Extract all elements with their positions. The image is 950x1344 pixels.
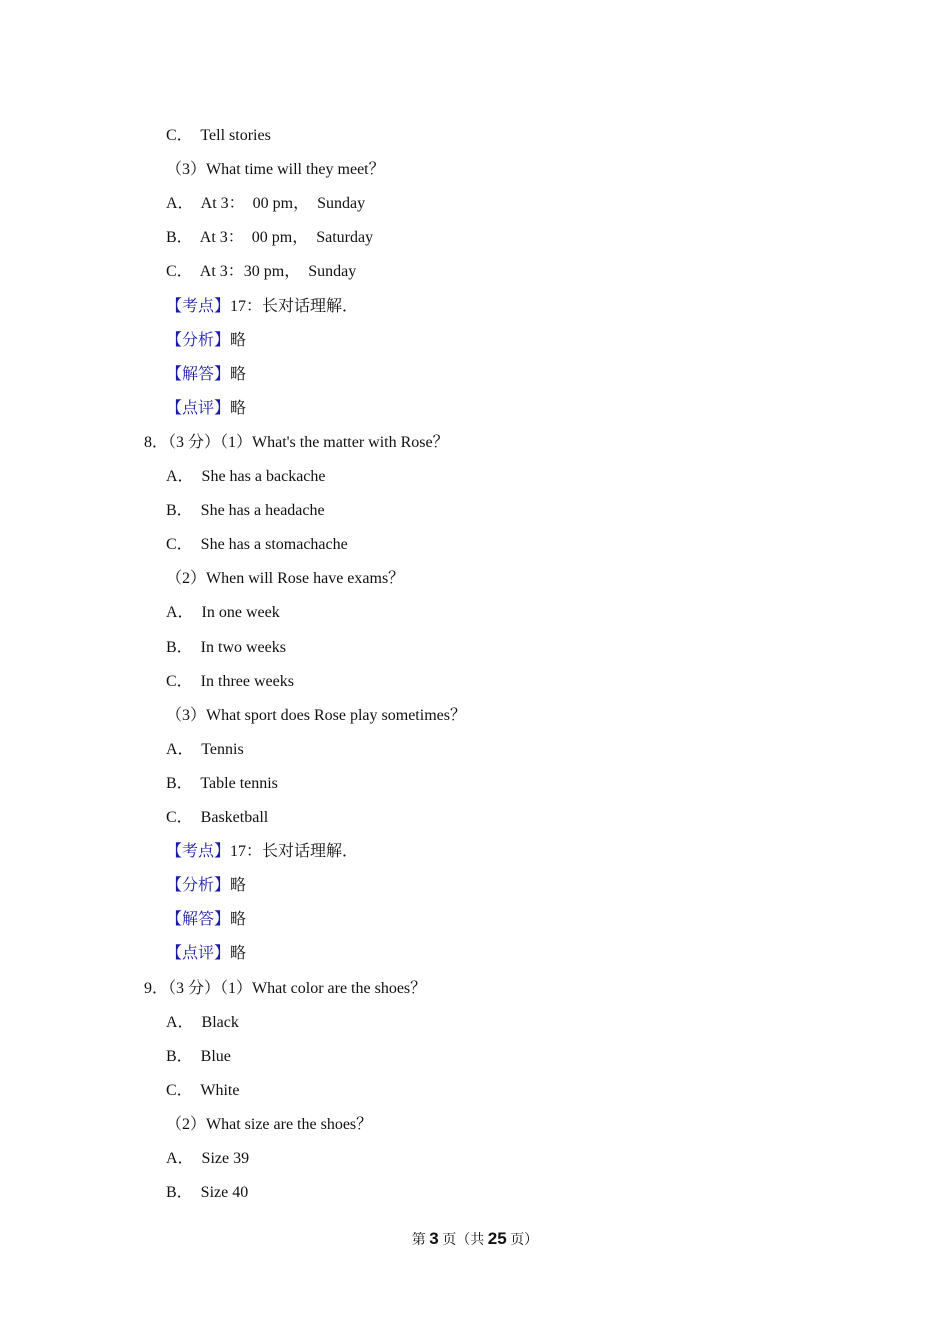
answer-option: A． In one week: [166, 604, 280, 622]
answer-option: B． In two weeks: [166, 638, 286, 656]
annotation-text: 略: [230, 399, 247, 417]
tag-bracket-close: 】: [214, 399, 231, 417]
footer-total-pages: 25: [487, 1229, 507, 1248]
footer-middle: 页（共: [438, 1233, 488, 1248]
annotation-text: 17：长对话理解．: [230, 297, 359, 315]
annotation-tag: 分析: [182, 877, 215, 895]
page-footer: [0, 1229, 950, 1251]
annotation-text: 略: [230, 331, 247, 349]
answer-option: B． Table tennis: [166, 774, 278, 792]
answer-option: B． Blue: [166, 1047, 231, 1065]
answer-option: B． She has a headache: [166, 502, 325, 520]
answer-option: A． Tennis: [166, 740, 244, 758]
annotation-line: [166, 944, 246, 964]
annotation-line: [166, 331, 246, 351]
tag-bracket-close: 】: [214, 365, 231, 383]
annotation-tag: 分析: [182, 331, 215, 349]
answer-option: B． At 3： 00 pm， Saturday: [166, 229, 374, 247]
annotation-line: [166, 365, 246, 385]
annotation-text: 17：长对话理解．: [230, 843, 359, 861]
tag-bracket-close: 】: [214, 877, 231, 895]
answer-option: A． Black: [166, 1013, 239, 1031]
sub-question: （3）What sport does Rose play sometimes？: [166, 706, 466, 724]
question-heading: 8．（3 分）（1）What's the matter with Rose？: [144, 433, 449, 451]
annotation-tag: 点评: [182, 945, 215, 963]
answer-option: C． Tell stories: [166, 127, 271, 144]
tag-bracket-close: 】: [214, 331, 231, 349]
annotation-line: [166, 297, 358, 317]
answer-option: A． Size 39: [166, 1150, 250, 1167]
tag-bracket-close: 】: [214, 297, 231, 315]
tag-bracket-open: 【: [166, 331, 183, 349]
tag-bracket-open: 【: [166, 843, 183, 861]
annotation-tag: 考点: [182, 297, 215, 315]
annotation-tag: 解答: [182, 365, 215, 383]
tag-bracket-close: 】: [214, 843, 231, 861]
annotation-tag: 点评: [182, 399, 215, 417]
answer-option: B． Size 40: [166, 1184, 249, 1202]
footer-suffix: 页）: [506, 1233, 539, 1248]
answer-option: C． She has a stomachache: [166, 536, 348, 554]
annotation-line: [166, 399, 246, 419]
annotation-tag: 考点: [182, 843, 215, 861]
annotation-text: 略: [230, 945, 247, 963]
annotation-line: [166, 842, 358, 862]
annotation-text: 略: [230, 911, 247, 929]
tag-bracket-open: 【: [166, 399, 183, 417]
annotation-tag: 解答: [182, 911, 215, 929]
footer-page-number: 3: [429, 1229, 439, 1248]
answer-option: C． At 3：30 pm， Sunday: [166, 263, 357, 281]
tag-bracket-close: 】: [214, 911, 231, 929]
sub-question: （2）When will Rose have exams？: [166, 570, 405, 588]
annotation-line: [166, 876, 246, 896]
tag-bracket-open: 【: [166, 297, 183, 315]
answer-option: C． Basketball: [166, 809, 269, 826]
answer-option: A． She has a backache: [166, 468, 326, 485]
tag-bracket-open: 【: [166, 877, 183, 895]
answer-option: C． In three weeks: [166, 672, 294, 690]
tag-bracket-open: 【: [166, 365, 183, 383]
sub-question: （2）What size are the shoes？: [166, 1115, 373, 1133]
annotation-line: [166, 910, 246, 930]
tag-bracket-open: 【: [166, 911, 183, 929]
annotation-text: 略: [230, 365, 247, 383]
question-heading: 9．（3 分）（1）What color are the shoes？: [144, 979, 427, 997]
tag-bracket-close: 】: [214, 945, 231, 963]
footer-prefix: 第: [411, 1233, 430, 1248]
answer-option: A． At 3： 00 pm， Sunday: [166, 195, 366, 213]
sub-question: （3）What time will they meet？: [166, 161, 385, 179]
tag-bracket-open: 【: [166, 945, 183, 963]
answer-option: C． White: [166, 1081, 240, 1099]
annotation-text: 略: [230, 877, 247, 895]
